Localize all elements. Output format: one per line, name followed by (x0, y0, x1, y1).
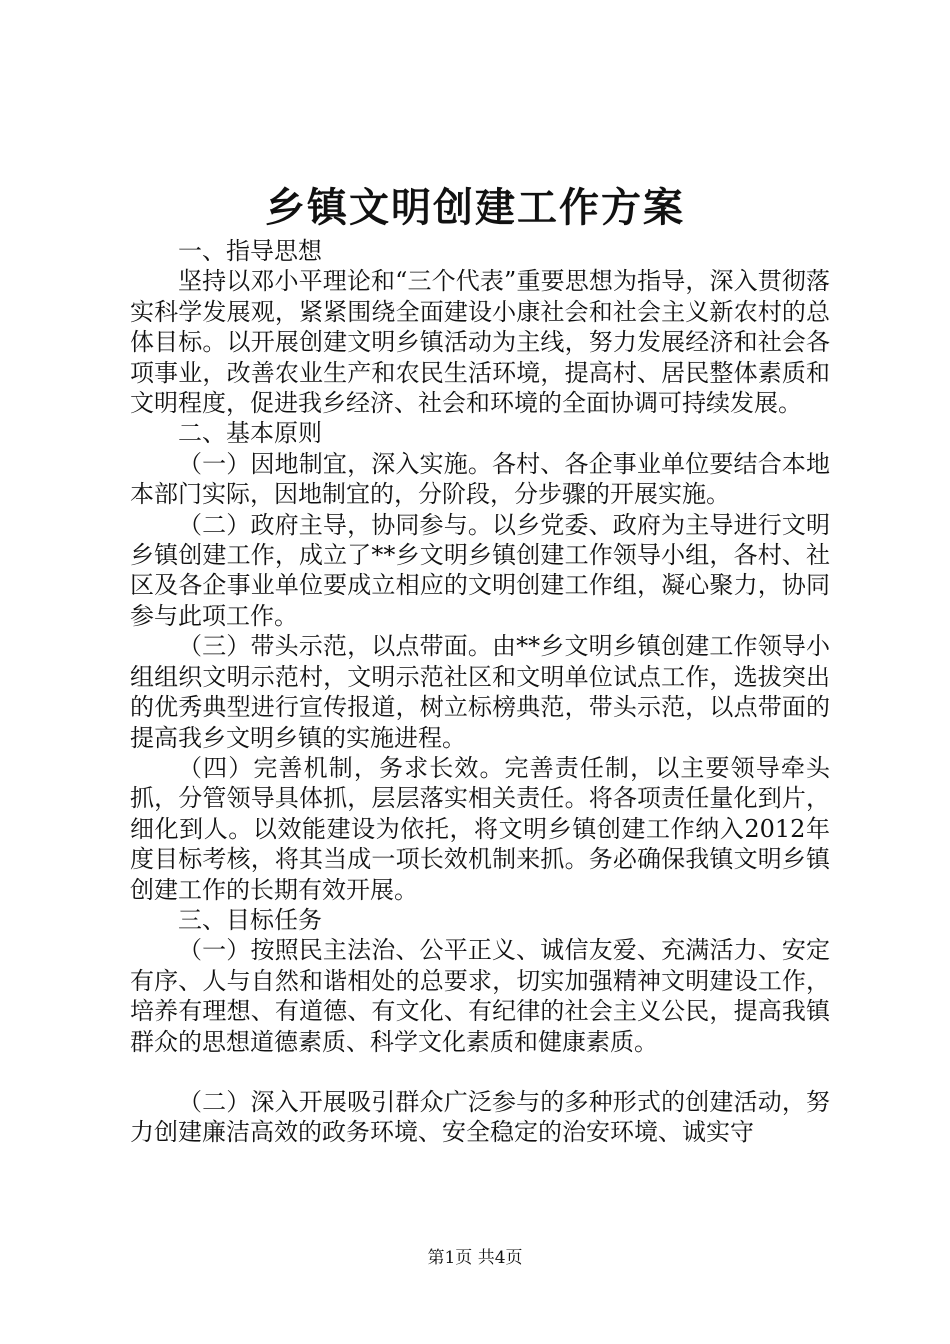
document-title: 乡镇文明创建工作方案 (265, 184, 685, 231)
section-heading-1: 一、指导思想 (178, 237, 322, 265)
section-heading-2: 二、基本原则 (178, 419, 322, 448)
page-number-footer: 第1页 共4页 (427, 1248, 523, 1268)
paragraph-task-1: （一）按照民主法治、公平正义、诚信友爱、充满活力、安定有序、人与自然和谐相处的总要求，切实加强精神文明建设工作，培养有理想、有道德、有文化、有纪律的社会主义公民，提高我镇群众的思想道德素质、科学文化素质和健康素质。 (130, 936, 830, 1056)
paragraph-principle-2: （二）政府主导，协同参与。以乡党委、政府为主导进行文明乡镇创建工作，成立了**乡文明乡镇创建工作领导小组，各村、社区及各企事业单位要成立相应的文明创建工作组，凝心聚力，协同参与此项工作。 (130, 510, 830, 630)
paragraph-principle-4: （四）完善机制，务求长效。完善责任制，以主要领导牵头抓，分管领导具体抓，层层落实相关责任。将各项责任量化到片，细化到人。以效能建设为依托，将文明乡镇创建工作纳入2012年度目标考核，将其当成一项长效机制来抓。务必确保我镇文明乡镇创建工作的长期有效开展。 (130, 753, 830, 904)
document-body (130, 236, 830, 1148)
section-heading-3: 三、目标任务 (178, 905, 322, 934)
paragraph-principle-1: （一）因地制宜，深入实施。各村、各企事业单位要结合本地本部门实际，因地制宜的，分阶段，分步骤的开展实施。 (130, 449, 830, 509)
paragraph-task-2: （二）深入开展吸引群众广泛参与的多种形式的创建活动，努力创建廉洁高效的政务环境、安全稳定的治安环境、诚实守 (130, 1087, 830, 1147)
paragraph-principle-3: （三）带头示范，以点带面。由**乡文明乡镇创建工作领导小组组织文明示范村，文明示范社区和文明单位试点工作，选拔突出的优秀典型进行宣传报道，树立标榜典范，带头示范，以点带面的提高我乡文明乡镇的实施进程。 (130, 632, 830, 752)
paragraph-guiding-thought: 坚持以邓小平理论和“三个代表”重要思想为指导，深入贯彻落实科学发展观，紧紧围绕全面建设小康社会和社会主义新农村的总体目标。以开展创建文明乡镇活动为主线，努力发展经济和社会各项事业，改善农业生产和农民生活环境，提高村、居民整体素质和文明程度，促进我乡经济、社会和环境的全面协调可持续发展。 (130, 267, 830, 418)
